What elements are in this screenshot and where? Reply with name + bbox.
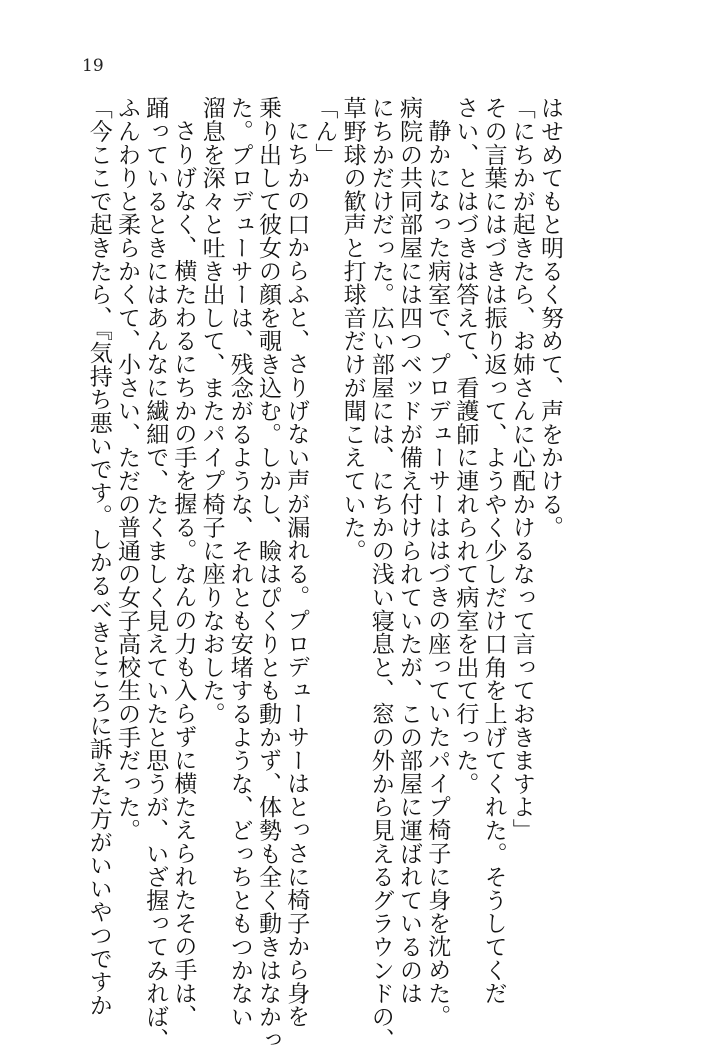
text-line: 草野球の歓声と打球音だけが聞こえていた。 <box>339 96 366 562</box>
text-line: にちかの口からふと、さりげない声が漏れる。プロデューサーはとっさに椅子から身を <box>283 119 310 1028</box>
page-number: 19 <box>82 56 104 76</box>
text-line: 「にちかが起きたら、お姉さんに心配かけるなって言っておきますよ」 <box>508 96 535 842</box>
text-line: さい、とはづきは答えて、看護師に連れられて病室を出て行った。 <box>452 96 479 795</box>
text-line: ふんわりと柔らかくて、小さい、ただの普通の女子高校生の手だった。 <box>114 96 140 842</box>
text-line: 病院の共同部屋には四つベッドが備え付けられていたが、この部屋に運ばれているのは <box>396 96 422 1005</box>
text-line: 溜息を深々と吐き出して、またパイプ椅子に座りなおした。 <box>198 96 225 726</box>
text-line: にちかだけだった。広い部屋には、にちかの浅い寝息と、窓の外から見えるグラウンドの、 <box>367 96 394 1051</box>
text-line: 「ん」 <box>311 96 338 166</box>
text-line: 「今ここで起きたら、『気持ち悪いです。しかるべきところに訴えた方がいいやつですか <box>85 96 112 1017</box>
text-line: その言葉にはづきは振り返って、ようやく少しだけ口角を上げてくれた。そうしてくだ <box>480 96 507 1005</box>
text-line: 乗り出して彼女の顔を覗き込む。しかし、瞼はぴくりとも動かず、体勢も全く動きはなかっ <box>255 96 281 1051</box>
text-line: た。プロデューサーは、残念がるような、それとも安堵するような、どっちともつかない <box>226 96 253 1028</box>
text-line: 静かになった病室で、プロデューサーははづきの座っていたパイプ椅子に身を沈めた。 <box>424 119 451 1028</box>
text-line: はせめてもと明るく努めて、声をかける。 <box>537 96 563 539</box>
text-line: さりげなく、横たわるにちかの手を握る。なんの力も入らずに横たえられたその手は、 <box>170 119 197 1028</box>
text-line: 踊っているときにはあんなに繊細で、たくましく見えていたと思うが、いざ握ってみれば、 <box>142 96 169 1051</box>
